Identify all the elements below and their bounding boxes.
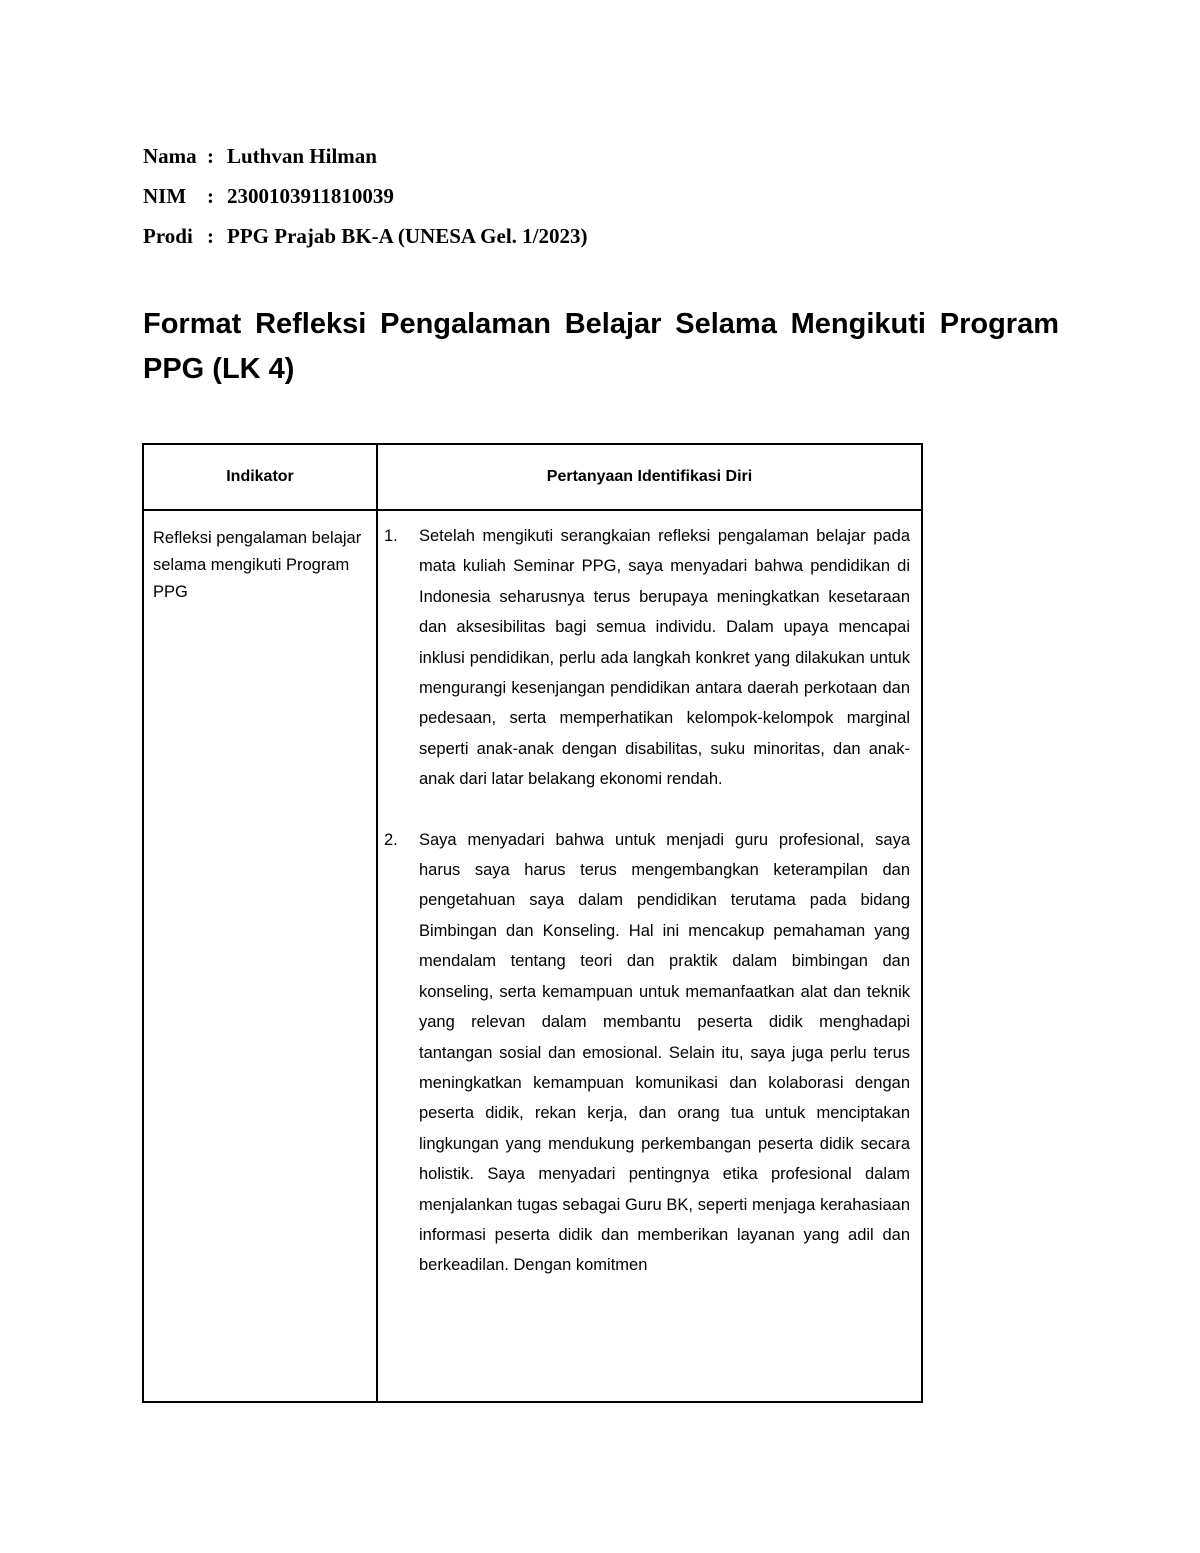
table-row [143, 510, 922, 1402]
table-header-row [143, 444, 922, 510]
identity-value-name: Luthvan Hilman [227, 144, 377, 168]
list-item-number: 1. [384, 527, 398, 545]
indicator-cell: Refleksi pengalaman belajar selama mengikuti Program PPG [143, 510, 377, 1402]
identity-row-prodi [143, 222, 588, 262]
identity-row-nim [143, 182, 588, 222]
identity-colon: : [207, 144, 214, 168]
identity-value-nim: 2300103911810039 [227, 184, 394, 208]
header-indikator: Indikator [143, 444, 377, 510]
identity-label: Nama [143, 144, 197, 168]
list-item-text: Setelah mengikuti serangkaian refleksi pengalaman belajar pada mata kuliah Seminar PPG, saya menyadari bahwa pendidikan di Indonesia seharusnya terus berupaya meningkatkan kesetaraan dan aksesibilitas bagi semua individu. Dalam upaya mencapai inklusi pendidikan, perlu ada langkah konkret yang dilakukan untuk mengurangi kesenjangan pendidikan antara daerah perkotaan dan pedesaan, serta memperhatikan kelompok-kelompok marginal seperti anak-anak dengan disabilitas, suku minoritas, dan anak-anak dari latar belakang ekonomi rendah. [419, 527, 910, 789]
question-cell [377, 510, 922, 1402]
identity-colon: : [207, 184, 214, 208]
list-item [384, 521, 910, 795]
list-item-number: 2. [384, 830, 398, 849]
list-item-text: Saya menyadari bahwa untuk menjadi guru profesional, saya harus saya harus terus mengembangkan keterampilan dan pengetahuan saya dalam pendidikan terutama pada bidang Bimbingan dan Konseling. Hal ini mencakup pemahaman yang mendalam tentang teori dan praktik dalam bimbingan dan konseling, serta kemampuan untuk memanfaatkan alat dan teknik yang relevan dalam membantu peserta didik menghadapi tantangan sosial dan emosional. Selain itu, saya juga perlu terus meningkatkan kemampuan komunikasi dan kolaborasi dengan peserta didik, rekan kerja, dan orang tua untuk menciptakan lingkungan yang mendukung perkembangan peserta didik secara holistik. Saya menyadari pentingnya etika profesional dalam menjalankan tugas sebagai Guru BK, seperti menjaga kerahasiaan informasi peserta didik dan memberikan layanan yang adil dan berkeadilan. Dengan komitmen [419, 830, 910, 1275]
reflection-list [384, 521, 910, 1281]
header-pertanyaan: Pertanyaan Identifikasi Diri [377, 444, 922, 510]
identity-label: Prodi [143, 224, 193, 248]
identity-colon: : [207, 224, 214, 248]
identity-label: NIM [143, 184, 187, 208]
identity-row-nama [143, 142, 588, 182]
identity-value-prodi: PPG Prajab BK-A (UNESA Gel. 1/2023) [227, 224, 588, 248]
reflection-table [142, 443, 923, 1403]
list-item [384, 825, 910, 1281]
identity-block [143, 142, 588, 262]
document-title: Format Refleksi Pengalaman Belajar Selama Mengikuti Program PPG (LK 4) [143, 308, 1059, 385]
